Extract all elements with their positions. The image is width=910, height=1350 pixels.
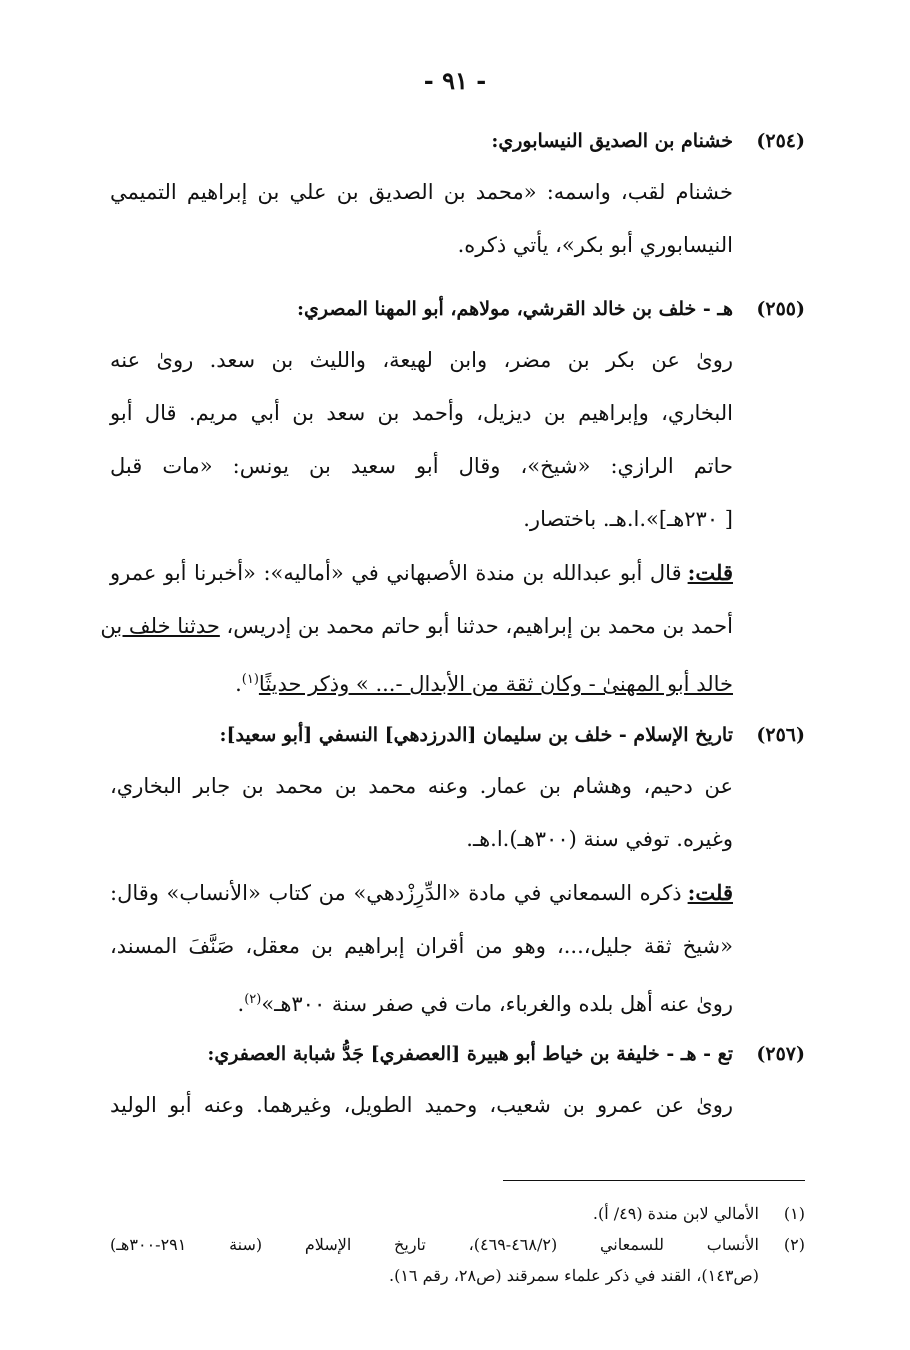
- entry-255: [100, 298, 805, 711]
- entry-title: تاريخ الإسلام - خلف بن سليمان [الدرزدهي] النسفي [أبو سعيد]:: [219, 724, 733, 746]
- underlined-text: خالد أبو المهنىٰ - وكان ثقة من الأبدال -... » وذكر حديثًا: [258, 672, 733, 696]
- entry-heading: [110, 724, 805, 746]
- entry-257: [110, 1043, 805, 1132]
- text-line: [ ٢٣٠هـ]».ا.هـ. باختصار.: [523, 507, 733, 531]
- entry-title: هـ - خلف بن خالد القرشي، مولاهم، أبو المهنا المصري:: [296, 298, 733, 320]
- text-line: النيسابوري أبو بكر»، يأتي ذكره.: [457, 233, 733, 257]
- entry-number: (٢٥٤): [756, 130, 805, 152]
- note-line: خالد أبو المهنىٰ - وكان ثقة من الأبدال -... » وذكر حديثًا$^{(١)}$.: [235, 672, 733, 696]
- footnotes: [110, 1198, 805, 1291]
- note-line: «شيخ ثقة جليل،...، وهو من أقران إبراهيم بن معقل، صَنَّفَ المسند،: [110, 934, 733, 958]
- text-line: حاتم الرازي: «شيخ»، وقال أبو سعيد بن يونس: «مات قبل: [110, 454, 733, 478]
- entry-body: [110, 166, 805, 272]
- note-line: روىٰ عنه أهل بلده والغرباء، مات في صفر سنة ٣٠٠هـ»$^{(٢)}$.: [237, 992, 733, 1016]
- entry-254: [110, 130, 805, 272]
- text-line: البخاري، وإبراهيم بن ديزيل، وأحمد بن سعد بن أبي مريم. قال أبو: [110, 401, 733, 425]
- text-line: روىٰ عن عمرو بن شعيب، وحميد الطويل، وغيرهما. وعنه أبو الوليد: [110, 1093, 733, 1117]
- entry-number: (٢٥٦): [756, 724, 805, 746]
- note-text: أحمد بن محمد بن إبراهيم، حدثنا أبو حاتم محمد بن إدريس،: [226, 614, 733, 638]
- footnote-continuation: [110, 1260, 805, 1291]
- entry-body: [110, 760, 805, 1031]
- entry-title: خشنام بن الصديق النيسابوري:: [491, 130, 733, 152]
- entry-number: (٢٥٥): [756, 298, 805, 320]
- underlined-text: حدثنا خلف بن: [100, 614, 220, 638]
- footnote-number: [759, 1260, 805, 1291]
- footnote: [110, 1229, 805, 1260]
- note-line: [100, 600, 733, 653]
- footnote-separator: [503, 1180, 805, 1181]
- footnote-text: (ص١٤٣)، القند في ذكر علماء سمرقند (ص٢٨، رقم ١٦).: [389, 1266, 759, 1285]
- footnote-reference: (١): [241, 672, 259, 687]
- text-line: خشنام لقب، واسمه: «محمد بن الصديق بن علي بن إبراهيم التميمي: [110, 180, 733, 204]
- footnote-text: الأمالي لابن مندة (٤٩/ أ).: [592, 1204, 759, 1223]
- text-line: روىٰ عن بكر بن مضر، وابن لهيعة، والليث بن سعد. روىٰ عنه: [110, 348, 733, 372]
- footnote-number: (١): [783, 1204, 805, 1223]
- footnote-reference: (٢): [244, 992, 262, 1007]
- footnote-text: الأنساب للسمعاني (٤٦٨/٢-٤٦٩)، تاريخ الإسلام (سنة ٢٩١-٣٠٠هـ): [110, 1235, 759, 1254]
- entry-heading: [110, 1043, 805, 1065]
- note-label: قلت:: [687, 880, 733, 905]
- note-text: ذكره السمعاني في مادة «الدِّرِزْدهي» من كتاب «الأنساب» وقال:: [110, 881, 682, 905]
- footnote-number: (٢): [783, 1235, 805, 1254]
- note-line: [110, 546, 733, 600]
- note-text: روىٰ عنه أهل بلده والغرباء، مات في صفر سنة ٣٠٠هـ»: [261, 992, 733, 1016]
- entry-heading: [110, 298, 805, 320]
- note-label: قلت:: [687, 560, 733, 585]
- note-text: قال أبو عبدالله بن مندة الأصبهاني في «أماليه»: «أخبرنا أبو عمرو: [110, 561, 682, 585]
- entry-heading: [110, 130, 805, 152]
- entry-body: [110, 1079, 805, 1132]
- text-line: وغيره. توفي سنة (٣٠٠هـ).ا.هـ.: [466, 827, 733, 851]
- note-line: [110, 866, 733, 920]
- entry-body: [100, 334, 805, 711]
- entry-title: تع - هـ - خليفة بن خياط أبو هبيرة [العصفري] جَدُّ شبابة العصفري:: [207, 1043, 733, 1065]
- entry-number: (٢٥٧): [756, 1043, 805, 1065]
- page-number: - ٩١ -: [423, 66, 487, 95]
- footnote: [110, 1198, 805, 1229]
- entry-256: [110, 724, 805, 1031]
- text-line: عن دحيم، وهشام بن عمار. وعنه محمد بن محمد بن جابر البخاري،: [110, 774, 733, 798]
